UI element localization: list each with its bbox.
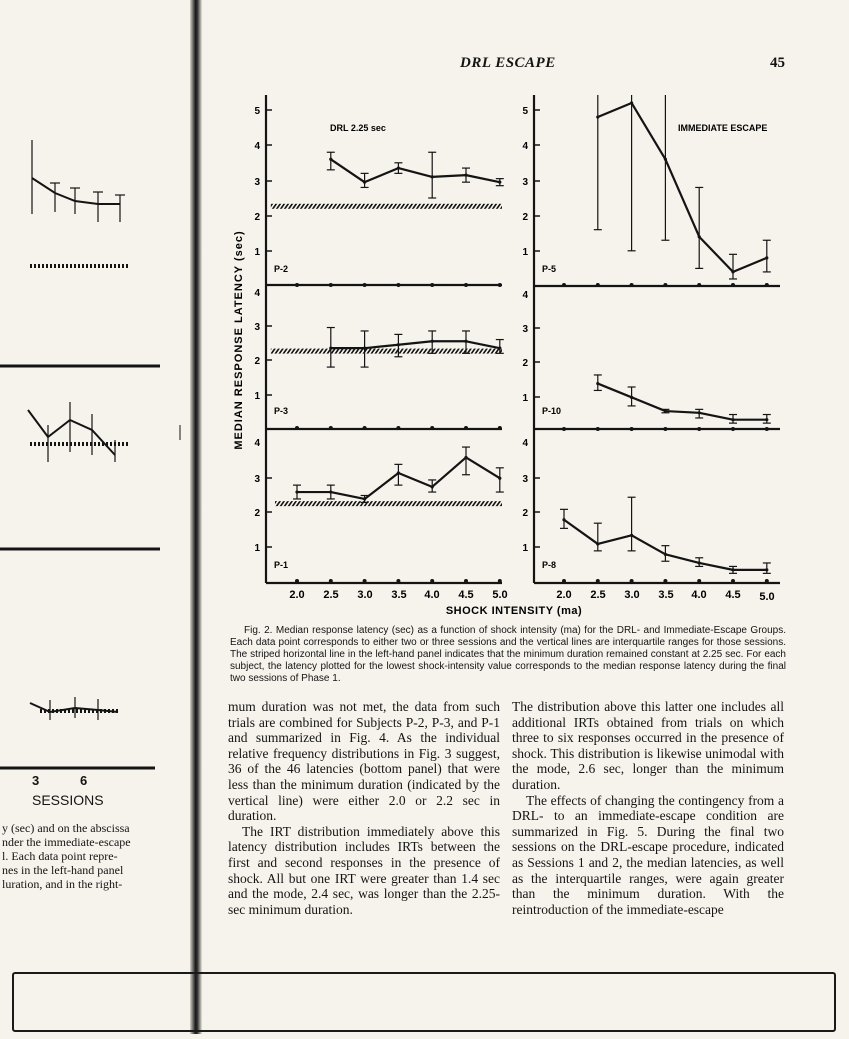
x-tick-dot [430,579,434,583]
y-tick-label: 5 [254,106,260,117]
x-tick-dot [498,426,502,430]
data-point [765,418,768,421]
panel-title-immediate-escape: IMMEDIATE ESCAPE [678,123,768,133]
x-tick-label: 4.0 [424,589,440,601]
y-tick-label: 2 [522,508,528,519]
x-tick-dot [329,426,333,430]
left-fragment-line: nes in the left-hand panel [2,863,124,877]
data-point [397,166,400,169]
x-tick-label: 5.0 [759,591,775,603]
data-point [765,568,768,571]
x-tick-dot [765,427,769,431]
data-point [363,347,366,350]
x-tick-dot [363,283,367,287]
x-tick-label: 5.0 [492,589,508,601]
data-point [329,490,332,493]
x-tick-dot [765,579,769,583]
y-axis-label: MEDIAN RESPONSE LATENCY (sec) [233,230,245,450]
data-point [329,347,332,350]
data-point [363,181,366,184]
data-point [431,175,434,178]
data-point [630,534,633,537]
y-tick-label: 5 [522,106,528,117]
x-tick-label: 2.0 [556,589,572,601]
x-tick-dot [630,283,634,287]
x-tick-label: 2.0 [289,589,305,601]
x-tick-dot [295,283,299,287]
page-number: 45 [770,55,785,71]
x-tick-label: 4.5 [458,589,474,601]
y-tick-label: 2 [522,358,528,369]
x-tick-dot [731,283,735,287]
x-tick-labels [289,589,774,603]
x-tick-dot [396,426,400,430]
data-point [630,101,633,104]
subject-label-p5: P-5 [542,264,557,274]
figure-caption: Fig. 2. Median response latency (sec) as a function of shock intensity (ma) for the DRL- and Immediate-Escape Groups. Each data point corresponds to either two or three sessions and the vertical lines are interquartile ranges for those sessions. The striped horizontal line in the left-hand panel indicates that the minimum duration remained constant at 2.25 sec. For each subject, the latency plotted for the lowest shock-intensity value corresponds to the median response latency during the final two sessions of Phase 1. [230,625,786,684]
x-tick-dot [464,579,468,583]
data-point [630,396,633,399]
data-point [596,115,599,118]
body-right-column [512,699,784,917]
y-tick-label: 3 [254,322,260,333]
x-tick-label: 3.0 [624,589,640,601]
y-tick-labels [254,106,528,554]
x-tick-dot [697,427,701,431]
data-point [596,542,599,545]
x-tick-dot [562,283,566,287]
left-page-fragment [0,0,190,1034]
x-tick-dot [562,427,566,431]
body-left-column [228,699,500,917]
data-point [765,256,768,259]
data-point [698,561,701,564]
left-fragment-line: l. Each data point repre- [2,849,118,863]
data-point [363,497,366,500]
y-tick-label: 3 [522,474,528,485]
data-point [431,340,434,343]
x-tick-dot [396,579,400,583]
x-tick-dot [596,283,600,287]
y-tick-label: 3 [522,177,528,188]
data-point [698,411,701,414]
left-fragment-line: luration, and in the right- [2,877,123,891]
left-fragment-axis-label: SESSIONS [32,792,104,808]
y-tick-label: 3 [522,324,528,335]
data-point [464,174,467,177]
data-point [731,568,734,571]
x-tick-label: 4.5 [725,589,741,601]
y-tick-label: 1 [522,543,528,554]
y-tick-label: 2 [254,508,260,519]
paragraph: The effects of changing the contingency from a DRL- to an immediate-escape condition are summarized in Fig. 5. During the final two sessions on the DRL-escape procedure, indicated as Sessions 1 and 2, the median latencies, as well as the interquartile ranges, were again greater than the minimum duration. With the reintroduction of the immediate-escape [512,792,784,917]
data-point [431,485,434,488]
data-point [498,181,501,184]
minimum-duration-line [271,204,502,209]
running-head: DRL ESCAPE [460,55,556,71]
median-line-p-8 [564,520,767,570]
median-line-p-10 [598,384,767,420]
x-tick-dot [663,283,667,287]
x-tick-dot [430,283,434,287]
x-axis-label: SHOCK INTENSITY (ma) [445,605,583,617]
y-tick-label: 2 [254,356,260,367]
data-point [596,382,599,385]
figure-2 [202,0,802,620]
y-tick-label: 4 [522,438,528,449]
x-tick-dot [765,283,769,287]
y-tick-label: 4 [254,438,260,449]
y-tick-label: 1 [254,391,260,402]
subject-label-p1: P-1 [274,560,289,570]
x-tick-dot [329,283,333,287]
y-tick-label: 4 [522,290,528,301]
subject-label-p2: P-2 [274,264,289,274]
y-tick-label: 2 [254,212,260,223]
x-tick-dot [731,579,735,583]
left-fragment-tick-3: 3 [32,773,40,788]
main-page [202,0,849,1034]
y-tick-label: 1 [254,543,260,554]
y-tick-label: 3 [254,177,260,188]
x-tick-dot [596,427,600,431]
x-tick-label: 3.0 [357,589,373,601]
x-tick-label: 2.5 [323,589,339,601]
x-tick-dot [430,426,434,430]
left-fragment-line: y (sec) and on the abscissa [2,821,130,835]
y-tick-label: 1 [522,393,528,404]
data-point [498,477,501,480]
subject-label-p10: P-10 [542,406,562,416]
x-tick-dot [498,579,502,583]
median-line-p-2 [331,159,500,182]
panel-title-drl: DRL 2.25 sec [330,123,386,133]
x-tick-label: 2.5 [590,589,606,601]
x-tick-dot [295,426,299,430]
x-tick-dot [396,283,400,287]
plot-layer [271,95,771,583]
data-point [397,343,400,346]
subject-label-p8: P-8 [542,560,557,570]
x-tick-dot [363,426,367,430]
y-tick-marks [266,110,540,547]
x-tick-label: 3.5 [391,589,407,601]
left-fragment-line: nder the immediate-escape [2,835,131,849]
x-tick-dot [498,283,502,287]
y-tick-label: 4 [522,141,528,152]
x-tick-dot [329,579,333,583]
x-tick-dot [464,283,468,287]
x-tick-dot [630,427,634,431]
data-point [498,347,501,350]
data-point [397,471,400,474]
x-tick-dot [630,579,634,583]
x-tick-dot [697,283,701,287]
x-tick-dot [596,579,600,583]
data-point [464,340,467,343]
data-point [295,490,298,493]
median-line-p-3 [331,341,500,348]
data-point [664,553,667,556]
data-point [664,409,667,412]
x-tick-dot [663,427,667,431]
data-point [731,418,734,421]
data-point [562,518,565,521]
paragraph: The IRT distribution immediately above this latency distribution includes IRTs between the first and second responses in the presence of shock. All but one IRT were greater than 1.4 sec and the mode, 2.4 sec, was longer than the 2.25-sec minimum duration. [228,823,500,917]
x-tick-dot [663,579,667,583]
x-tick-label: 4.0 [691,589,707,601]
x-tick-dot [464,426,468,430]
x-tick-dot [697,579,701,583]
left-fragment-tick-6: 6 [80,773,88,788]
book-spine [190,0,202,1034]
x-tick-dot [363,579,367,583]
subject-label-p3: P-3 [274,406,289,416]
x-tick-dot [731,427,735,431]
y-tick-label: 3 [254,474,260,485]
data-point [464,456,467,459]
subject-labels [274,264,561,570]
data-point [664,158,667,161]
data-point [329,158,332,161]
x-tick-dot [562,579,566,583]
paragraph: mum duration was not met, the data from such trials are combined for Subjects P-2, P-3, and P-1 and summarized in Fig. 4. As the individual relative frequency distributions in Fig. 3 suggest, 36 of the 46 latencies (bottom panel) that were less than the minimum duration (indicated by the vertical line) were either 2.0 or 2.2 sec in duration. [228,699,500,824]
y-tick-label: 2 [522,212,528,223]
x-tick-label: 3.5 [658,589,674,601]
y-tick-label: 1 [254,247,260,258]
data-point [731,270,734,273]
minimum-duration-line [275,501,502,506]
x-tick-dot [295,579,299,583]
bottom-frame [12,972,836,1032]
y-tick-label: 4 [254,288,260,299]
y-tick-label: 1 [522,247,528,258]
data-point [698,235,701,238]
y-tick-label: 4 [254,141,260,152]
paragraph: The distribution above this latter one includes all additional IRTs obtained from trials on which three to six responses occurred in the presence of shock. This distribution is likewise unimodal with the mode, 2.6 sec, longer than the minimum duration. [512,699,784,792]
